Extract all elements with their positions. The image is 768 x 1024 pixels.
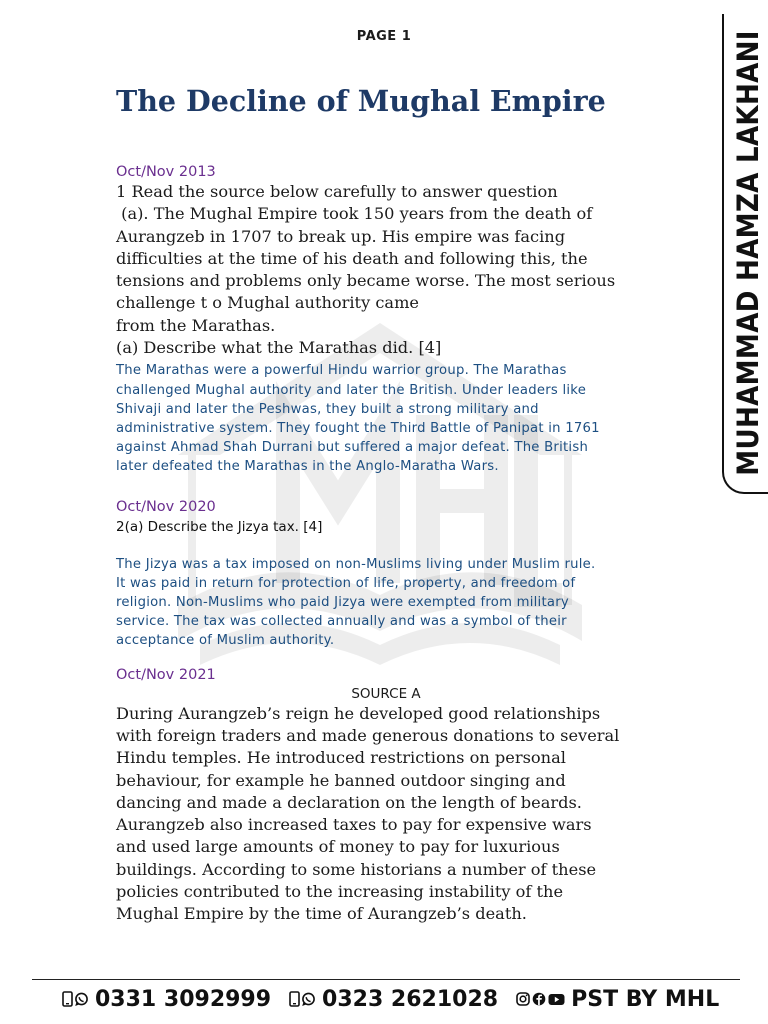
section-2013 xyxy=(116,163,656,477)
question-line: from the Marathas. xyxy=(116,315,276,335)
answer-line: service. The tax was collected annually and was a symbol of their xyxy=(116,614,567,630)
page-number: PAGE 1 xyxy=(356,29,412,44)
source-line: behaviour, for example he banned outdoor singing and xyxy=(116,770,566,790)
question-text xyxy=(116,181,656,359)
page-title: The Decline of Mughal Empire xyxy=(116,84,606,118)
question-line: (a) Describe what the Marathas did. [4] xyxy=(116,338,442,358)
source-line: policies contributed to the increasing instability of the xyxy=(116,881,564,901)
brand-name: PST BY MHL xyxy=(571,986,720,1012)
source-line: Mughal Empire by the time of Aurangzeb’s death. xyxy=(116,904,527,924)
source-line: and used large amounts of money to pay for luxurious xyxy=(116,837,560,857)
section-2021 xyxy=(116,666,656,926)
answer-text xyxy=(116,555,656,651)
exam-session-label: Oct/Nov 2013 xyxy=(116,164,216,180)
answer-line: challenged Mughal authority and later the British. Under leaders like xyxy=(116,382,587,398)
question-line: challenge t o Mughal authority came xyxy=(116,293,420,313)
author-name: MUHAMMAD HAMZA LAKHANI xyxy=(730,30,765,476)
instagram-icon xyxy=(516,992,530,1006)
youtube-icon xyxy=(548,993,565,1006)
answer-line: The Jizya was a tax imposed on non-Muslims living under Muslim rule. xyxy=(116,556,596,572)
footer-divider xyxy=(32,979,740,980)
author-banner xyxy=(722,14,768,494)
main-content xyxy=(116,163,656,926)
question-line: Aurangzeb in 1707 to break up. His empire was facing xyxy=(116,226,566,246)
source-line: Aurangzeb also increased taxes to pay for expensive wars xyxy=(116,815,592,835)
social-icons xyxy=(516,992,565,1006)
phone-number-1: 0331 3092999 xyxy=(95,986,272,1012)
source-label: SOURCE A xyxy=(351,685,421,702)
source-line: During Aurangzeb’s reign he developed good relationships xyxy=(116,703,601,723)
phone-number-2: 0323 2621028 xyxy=(322,986,499,1012)
answer-line: administrative system. They fought the Third Battle of Panipat in 1761 xyxy=(116,420,600,436)
source-line: dancing and made a declaration on the length of beards. xyxy=(116,792,582,812)
exam-session-label: Oct/Nov 2021 xyxy=(116,666,216,683)
answer-text xyxy=(116,361,656,476)
exam-session-label: Oct/Nov 2020 xyxy=(116,498,216,515)
footer-contact-bar xyxy=(62,986,719,1012)
answer-line: The Marathas were a powerful Hindu warrior group. The Marathas xyxy=(116,363,567,379)
source-text xyxy=(116,703,656,926)
answer-line: acceptance of Muslim authority. xyxy=(116,633,335,649)
phone-whatsapp-icon xyxy=(289,991,316,1007)
question-line: difficulties at the time of his death and following this, the xyxy=(116,248,588,268)
source-line: Hindu temples. He introduced restrictions on personal xyxy=(116,748,566,768)
answer-line: against Ahmad Shah Durrani but suffered a major defeat. The British xyxy=(116,440,589,456)
answer-line: later defeated the Marathas in the Anglo-Maratha Wars. xyxy=(116,459,499,475)
answer-line: It was paid in return for protection of life, property, and freedom of xyxy=(116,575,576,591)
answer-line: religion. Non-Muslims who paid Jizya were exempted from military xyxy=(116,595,569,610)
source-line: with foreign traders and made generous donations to several xyxy=(116,725,620,745)
question-line: tensions and problems only became worse. The most serious xyxy=(116,271,616,291)
question-line: 1 Read the source below carefully to answer question xyxy=(116,182,558,201)
question-line: (a). The Mughal Empire took 150 years from the death of xyxy=(116,204,593,224)
phone-whatsapp-icon xyxy=(62,991,89,1007)
facebook-icon xyxy=(532,992,546,1006)
section-2020 xyxy=(116,498,656,651)
answer-line: Shivaji and later the Peshwas, they built a strong military and xyxy=(116,401,539,417)
question-text: 2(a) Describe the Jizya tax. [4] xyxy=(116,518,323,535)
source-line: buildings. According to some historians a number of these xyxy=(116,859,597,879)
